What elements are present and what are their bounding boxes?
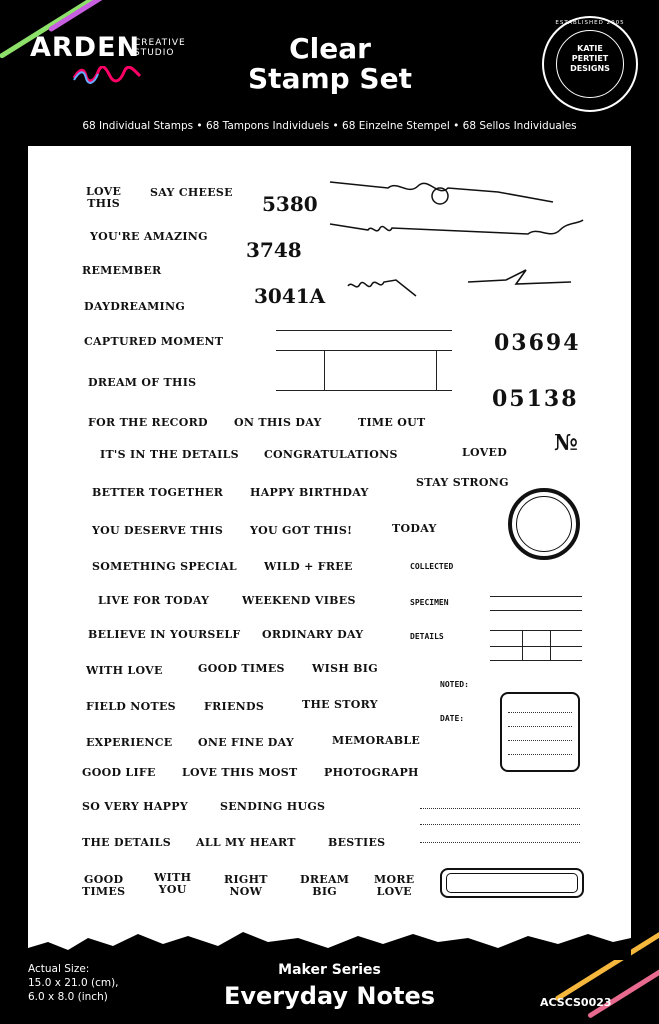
frame-line	[276, 390, 452, 391]
stamp: TODAY	[392, 522, 437, 535]
stamp: REMEMBER	[82, 264, 162, 277]
stamp: EXPERIENCE	[86, 736, 173, 749]
number-stamp: 3748	[246, 238, 302, 262]
stamp: GOOD LIFE	[82, 766, 156, 779]
frame-line	[276, 330, 452, 331]
stamp: PHOTOGRAPH	[324, 766, 419, 779]
stamp: FRIENDS	[204, 700, 265, 713]
tag-stamp	[500, 692, 580, 772]
product-title: Clear Stamp Set	[248, 32, 412, 95]
squiggle-logo-icon	[72, 66, 142, 84]
grid-line	[550, 630, 551, 660]
stamp: WEEKEND VIBES	[242, 594, 356, 607]
dotted-line	[508, 740, 572, 741]
frame-line	[276, 350, 452, 351]
label-stamp: NOTED:	[440, 680, 469, 689]
label-stamp: COLLECTED	[410, 562, 454, 571]
frame-line	[324, 350, 325, 390]
stamp: WISH BIG	[312, 662, 378, 675]
stamp: SOMETHING SPECIAL	[92, 560, 237, 573]
stamp: YOU GOT THIS!	[250, 524, 353, 537]
number-stamp: 3041A	[254, 284, 326, 308]
stamp: ON THIS DAY	[234, 416, 322, 429]
ruled-line	[490, 596, 582, 597]
brand-subtitle: CREATIVE STUDIO	[134, 38, 186, 58]
dotted-line	[508, 712, 572, 713]
stamp: LOVED	[462, 446, 508, 459]
stamp: BESTIES	[328, 836, 386, 849]
stamp: WILD + FREE	[264, 560, 353, 573]
stamp: IT'S IN THE DETAILS	[100, 448, 239, 461]
numero-sign-stamp: №	[554, 430, 578, 456]
stamp: DREAM OF THIS	[88, 376, 197, 389]
stamp-count-subtitle: 68 Individual Stamps • 68 Tampons Individuels • 68 Einzelne Stempel • 68 Sellos Individuales	[82, 120, 577, 132]
stamp: SENDING HUGS	[220, 800, 326, 813]
stamp: DREAM BIG	[300, 873, 350, 898]
frame-line	[436, 350, 437, 390]
stamp: TIME OUT	[358, 416, 426, 429]
stamp: HAPPY BIRTHDAY	[250, 486, 369, 499]
ruled-line	[490, 610, 582, 611]
stamp: LIVE FOR TODAY	[98, 594, 210, 607]
sku-code: ACSCS0023	[540, 996, 612, 1009]
dotted-line	[420, 842, 580, 843]
stamp: MORE LOVE	[374, 873, 415, 898]
number-stamp: 03694	[494, 330, 581, 356]
stamp: CONGRATULATIONS	[264, 448, 398, 461]
stamp: BETTER TOGETHER	[92, 486, 224, 499]
stamp: LOVE THIS	[86, 185, 122, 210]
label-stamp: DATE:	[440, 714, 465, 723]
stamp: SAY CHEESE	[150, 186, 233, 199]
stamp: THE DETAILS	[82, 836, 171, 849]
stamp: BELIEVE IN YOURSELF	[88, 628, 241, 641]
actual-size: Actual Size: 15.0 x 21.0 (cm), 6.0 x 8.0 (inch)	[28, 963, 119, 1003]
stamp: CAPTURED MOMENT	[84, 335, 224, 348]
stamp: DAYDREAMING	[84, 300, 186, 313]
grid-line	[490, 630, 582, 631]
stamp: ORDINARY DAY	[262, 628, 364, 641]
scribble-stamp-icon	[346, 274, 426, 300]
stamp: FOR THE RECORD	[88, 416, 208, 429]
circle-stamp-inner	[516, 496, 572, 552]
brand-logo: ARDEN	[30, 32, 141, 63]
label-stamp: SPECIMEN	[410, 598, 449, 607]
stamp: WITH LOVE	[86, 664, 163, 677]
stamp: STAY STRONG	[416, 476, 509, 489]
dotted-line	[420, 824, 580, 825]
stamp: THE STORY	[302, 698, 378, 711]
series-label: Maker Series	[278, 962, 381, 978]
stamp: ALL MY HEART	[196, 836, 296, 849]
scribble-stamp-icon	[466, 266, 576, 290]
stamp: SO VERY HAPPY	[82, 800, 188, 813]
stamp-sheet	[28, 146, 631, 956]
dotted-line	[508, 754, 572, 755]
grid-line	[490, 660, 582, 661]
stamp: YOU DESERVE THIS	[92, 524, 224, 537]
scribble-stamp-icon	[328, 176, 558, 206]
seal-text: KATIE PERTIET DESIGNS	[570, 44, 610, 73]
dotted-line	[420, 808, 580, 809]
torn-edge	[28, 920, 631, 960]
stamp: WITH YOU	[154, 871, 192, 896]
stamp: GOOD TIMES	[198, 662, 285, 675]
stamp: FIELD NOTES	[86, 700, 176, 713]
stamp: RIGHT NOW	[224, 873, 268, 898]
number-stamp: 05138	[492, 386, 579, 412]
stamp: MEMORABLE	[332, 734, 421, 747]
seal-established: ESTABLISHED 2005	[555, 20, 625, 26]
label-plate-stamp-inner	[446, 873, 578, 893]
scribble-stamp-icon	[328, 216, 588, 250]
stamp: LOVE THIS MOST	[182, 766, 298, 779]
stamp: YOU'RE AMAZING	[90, 230, 208, 243]
label-stamp: DETAILS	[410, 632, 444, 641]
dotted-line	[508, 726, 572, 727]
stamp: GOOD TIMES	[82, 873, 126, 898]
grid-line	[490, 646, 582, 647]
grid-line	[522, 630, 523, 660]
product-name: Everyday Notes	[223, 982, 436, 1010]
stamp: ONE FINE DAY	[198, 736, 295, 749]
number-stamp: 5380	[262, 192, 318, 216]
